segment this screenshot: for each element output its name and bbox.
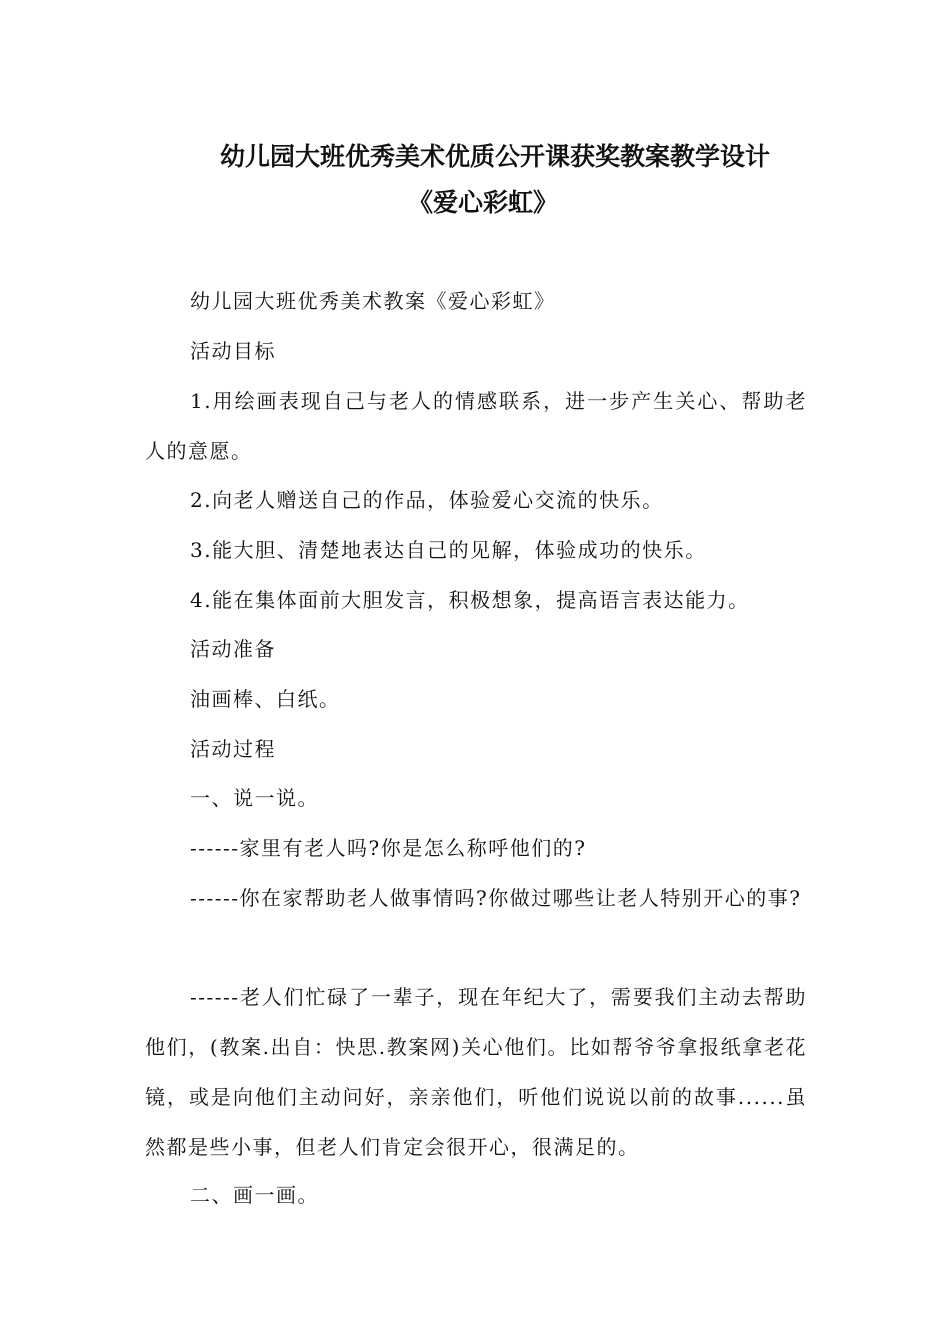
question-item-1: ------家里有老人吗?你是怎么称呼他们的? bbox=[190, 836, 587, 860]
goal-item-2: 2.向老人赠送自己的作品，体验爱心交流的快乐。 bbox=[190, 488, 664, 512]
preparation-materials: 油画棒、白纸。 bbox=[190, 687, 341, 711]
discussion-paragraph: ------老人们忙碌了一辈子，现在年纪大了，需要我们主动去帮助他们，(教案.出自：快思.教案网)关心他们。比如帮爷爷拿报纸拿老花镜，或是向他们主动问好，亲亲他们，听他们说说以前的故事......虽然都是些小事，但老人们肯定会很开心，很满足的。 bbox=[145, 985, 807, 1159]
heading-activity-goals: 活动目标 bbox=[190, 339, 276, 363]
document-title: 幼儿园大班优秀美术优质公开课获奖教案教学设计 bbox=[220, 142, 771, 171]
heading-activity-process: 活动过程 bbox=[190, 737, 276, 761]
heading-activity-preparation: 活动准备 bbox=[190, 637, 276, 661]
goal-item-1: 1.用绘画表现自己与老人的情感联系，进一步产生关心、帮助老人的意愿。 bbox=[145, 389, 807, 463]
section-heading-draw: 二、画一画。 bbox=[190, 1183, 319, 1207]
section-heading-talk: 一、说一说。 bbox=[190, 786, 319, 810]
goal-item-4: 4.能在集体面前大胆发言，积极想象，提高语言表达能力。 bbox=[190, 588, 750, 612]
paragraph-lesson-name: 幼儿园大班优秀美术教案《爱心彩虹》 bbox=[190, 289, 556, 313]
document-subtitle: 《爱心彩虹》 bbox=[408, 188, 559, 217]
question-item-2: ------你在家帮助老人做事情吗?你做过哪些让老人特别开心的事? bbox=[190, 886, 802, 910]
goal-item-3: 3.能大胆、清楚地表达自己的见解，体验成功的快乐。 bbox=[190, 538, 707, 562]
